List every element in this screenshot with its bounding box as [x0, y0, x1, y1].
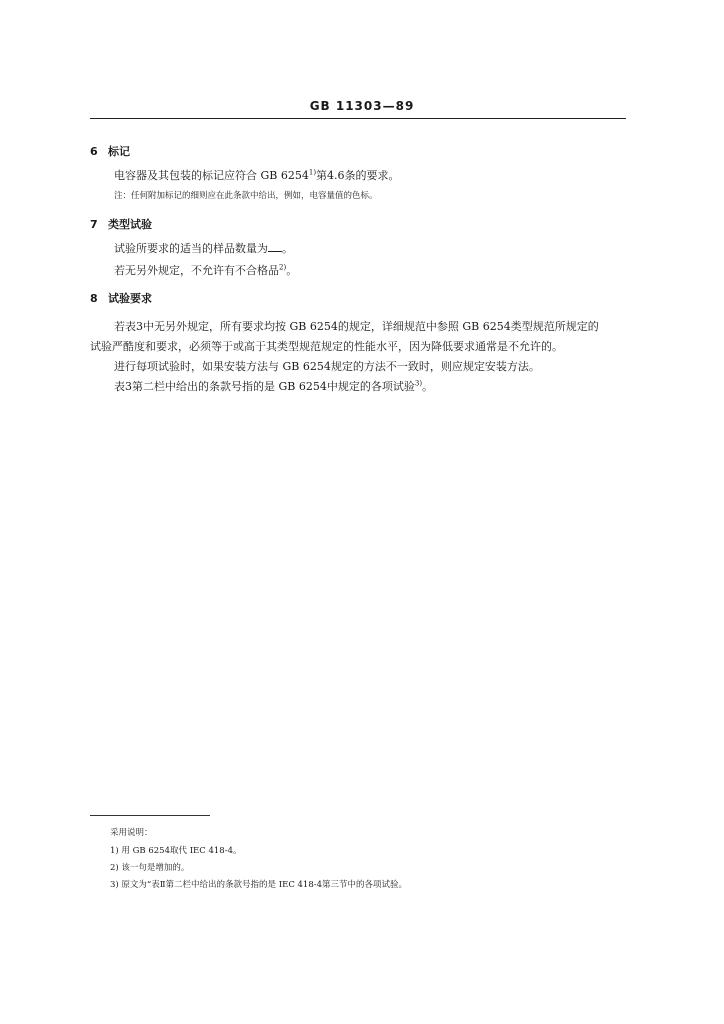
paragraph-text: 电容器及其包装的标记应符合 GB 6254: [114, 169, 309, 182]
paragraph-text-tail: 第4.6条的要求。: [316, 169, 400, 182]
section-8-paragraph-3: [114, 378, 433, 394]
footnote-2: 2) 该一句是增加的。: [110, 863, 190, 873]
footnote-rule: [90, 815, 210, 816]
paragraph-text-tail: 。: [286, 264, 298, 277]
section-number: 8: [90, 292, 98, 305]
footnote-ref: 3): [414, 379, 423, 388]
section-8-paragraph-2: 进行每项试验时，如果安装方法与 GB 6254规定的方法不一致时，则应规定安装方法。: [114, 360, 540, 373]
section-title: 类型试验: [108, 218, 152, 231]
section-number: 6: [90, 145, 98, 158]
section-6-paragraph: [114, 167, 400, 183]
footnote-ref: 1): [308, 168, 317, 177]
section-title: 试验要求: [108, 292, 152, 305]
section-8-paragraph-1-line-1: 若表3中无另外规定，所有要求均按 GB 6254的规定，详细规范中参照 GB 6254类型规范所规定的: [114, 320, 599, 333]
section-title: 标记: [108, 145, 130, 158]
paragraph-text: 表3第二栏中给出的条款号指的是 GB 6254中规定的各项试验: [114, 380, 415, 393]
section-8-heading: [90, 290, 152, 306]
section-8-paragraph-1-line-2: 试验严酷度和要求，必须等于或高于其类型规范规定的性能水平，因为降低要求通常是不允许的。: [90, 340, 563, 353]
section-7-paragraph-1: [114, 240, 293, 256]
page-header: GB 11303—89: [309, 99, 415, 113]
blank-field: [268, 251, 282, 252]
footnotes-title: 采用说明：: [110, 828, 153, 838]
paragraph-text-tail: 。: [282, 242, 293, 255]
paragraph-text-tail: 。: [422, 380, 434, 393]
section-6-heading: [90, 143, 130, 159]
footnote-ref: 2): [279, 263, 287, 272]
section-7-paragraph-2: [114, 262, 297, 278]
footnote-1: 1) 用 GB 6254取代 IEC 418-4。: [110, 846, 242, 856]
section-6-note: 注：任何附加标记的细则应在此条款中给出，例如，电容量值的色标。: [114, 191, 378, 201]
paragraph-text: 试验所要求的适当的样品数量为: [114, 242, 268, 255]
footnote-3: 3) 原文为“表Ⅱ第二栏中给出的条款号指的是 IEC 418-4第三节中的各项试验。: [110, 880, 408, 890]
section-number: 7: [90, 218, 98, 231]
paragraph-text: 若无另外规定，不允许有不合格品: [114, 264, 279, 277]
header-rule: [90, 118, 626, 119]
section-7-heading: [90, 216, 152, 232]
